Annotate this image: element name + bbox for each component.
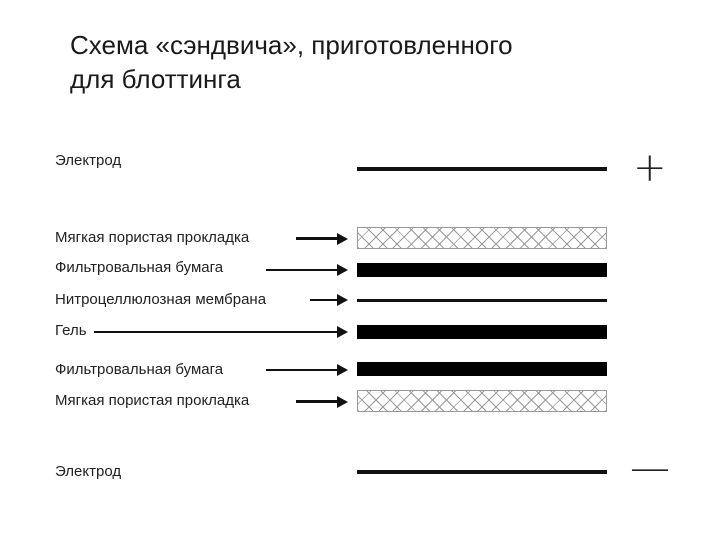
arrow-sponge-bottom (296, 396, 348, 408)
title-line-2: для блоттинга (70, 64, 241, 94)
plus-sign: + (633, 145, 667, 191)
label-sponge-top: Мягкая пористая прокладка (55, 229, 250, 246)
title-line-1: Схема «сэндвича», приготовленного (70, 30, 513, 60)
sponge-layer-top (357, 227, 607, 249)
slide-title (70, 28, 690, 96)
label-membrane: Нитроцеллюлозная мембрана (55, 291, 267, 308)
membrane-layer (357, 299, 607, 302)
arrow-sponge-top (296, 233, 348, 245)
top-electrode-line (357, 167, 607, 171)
label-sponge-bottom: Мягкая пористая прокладка (55, 392, 250, 409)
label-filter-paper-top: Фильтровальная бумага (55, 259, 224, 276)
minus-sign: — (630, 445, 670, 491)
filter-paper-layer-top (357, 263, 607, 277)
label-gel: Гель (55, 322, 87, 339)
arrow-filter-paper-top (266, 264, 348, 276)
label-filter-paper-bottom: Фильтровальная бумага (55, 361, 224, 378)
gel-layer (357, 325, 607, 339)
bottom-electrode-line (357, 470, 607, 474)
sponge-layer-bottom (357, 390, 607, 412)
arrow-membrane (310, 294, 348, 306)
label-top-electrode: Электрод (55, 152, 122, 169)
arrow-gel (94, 326, 348, 338)
label-bottom-electrode: Электрод (55, 463, 122, 480)
filter-paper-layer-bottom (357, 362, 607, 376)
arrow-filter-paper-bottom (266, 364, 348, 376)
